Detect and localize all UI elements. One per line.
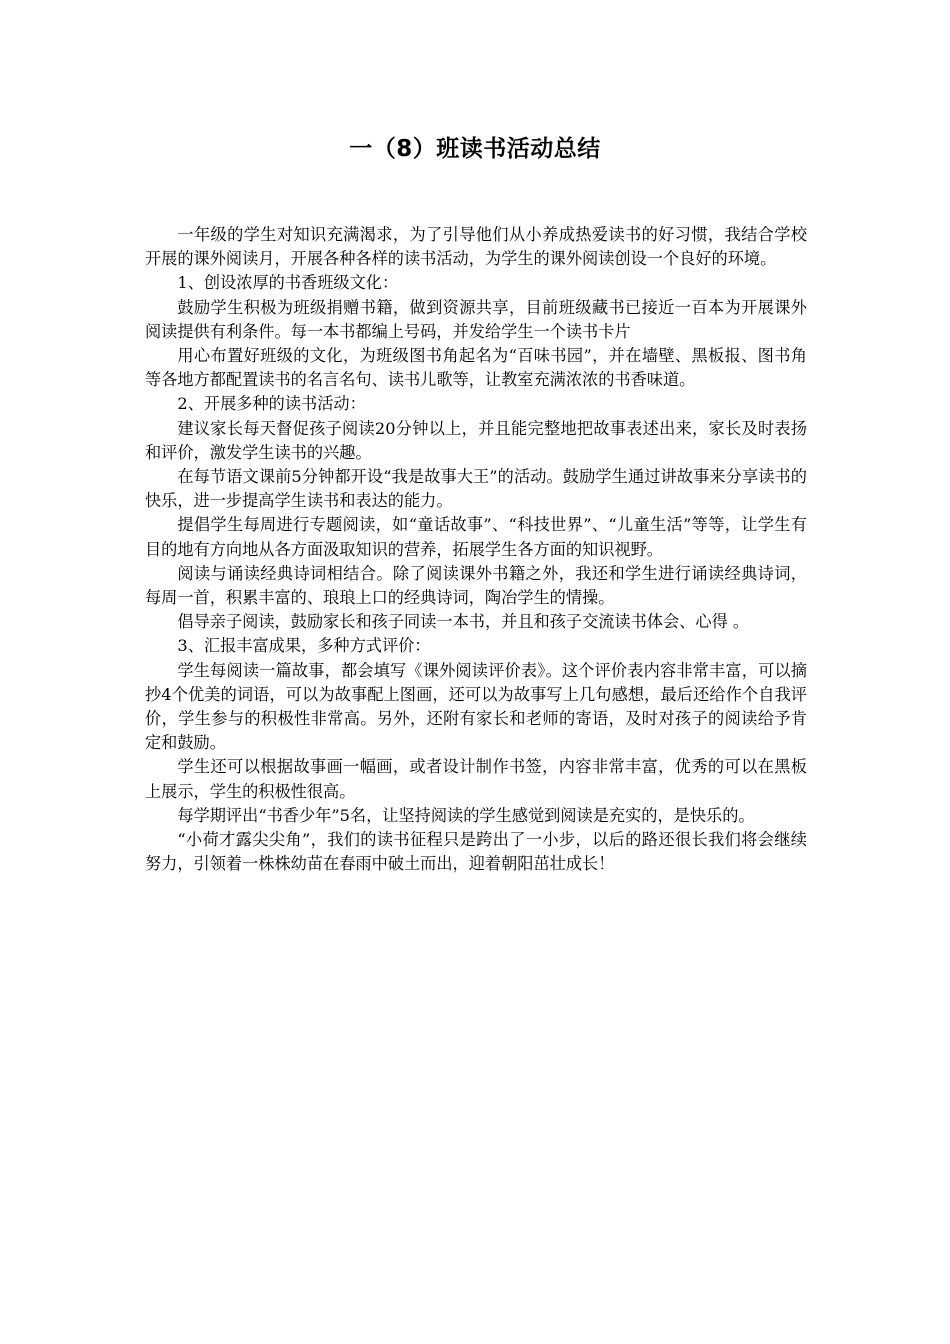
paragraph-classic-poetry: 阅读与诵读经典诗词相结合。除了阅读课外书籍之外，我还和学生进行诵读经典诗词，每周一首，积累丰富的、琅琅上口的经典诗词，陶冶学生的情操。 (145, 563, 807, 608)
document-body (145, 223, 807, 876)
section-heading-2: 2、开展多种的读书活动： (177, 394, 366, 414)
paragraph-class-culture: 用心布置好班级的文化，为班级图书角起名为“百味书园”，并在墙壁、黑板报、图书角等各地方都配置读书的名言名句、读书儿歌等，让教室充满浓浓的书香味道。 (145, 346, 807, 390)
paragraph-reading-stars: 每学期评出“书香少年”5名，让坚持阅读的学生感觉到阅读是充实的，是快乐的。 (177, 805, 755, 825)
paragraph-book-donation: 鼓励学生积极为班级捐赠书籍，做到资源共享，目前班级藏书已接近一百本为开展课外阅读提供有利条件。每一本书都编上号码，并发给学生一个读书卡片 (145, 297, 807, 341)
paragraph-parent-supervision: 建议家长每天督促孩子阅读20分钟以上，并且能完整地把故事表述出来，家长及时表扬和评价，激发学生读书的兴趣。 (145, 418, 807, 462)
paragraph-intro: 一年级的学生对知识充满渴求，为了引导他们从小养成热爱读书的好习惯，我结合学校开展的课外阅读月，开展各种各样的读书活动，为学生的课外阅读创设一个良好的环境。 (145, 225, 807, 269)
paragraph-evaluation-form: 学生每阅读一篇故事，都会填写《课外阅读评价表》。这个评价表内容非常丰富，可以摘抄4个优美的词语，可以为故事配上图画，还可以为故事写上几句感想，最后还给作个自我评价，学生参与的积极性非常高。另外，还附有家长和老师的寄语，及时对孩子的阅读给予肯定和鼓励。 (145, 660, 807, 753)
section-heading-3: 3、汇报丰富成果，多种方式评价： (177, 636, 431, 656)
paragraph-parent-child-reading: 倡导亲子阅读，鼓励家长和孩子同读一本书，并且和孩子交流读书体会、心得 。 (177, 612, 750, 632)
paragraph-topic-reading: 提倡学生每周进行专题阅读，如“童话故事”、“科技世界”、“儿童生活”等等，让学生有目的地有方向地从各方面汲取知识的营养，拓展学生各方面的知识视野。 (145, 515, 807, 559)
paragraph-drawings-bookmarks: 学生还可以根据故事画一幅画，或者设计制作书签，内容非常丰富，优秀的可以在黑板上展示，学生的积极性很高。 (145, 757, 807, 801)
paragraph-story-king: 在每节语文课前5分钟都开设“我是故事大王”的活动。鼓励学生通过讲故事来分享读书的快乐，进一步提高学生读书和表达的能力。 (145, 467, 807, 511)
paragraph-conclusion: “小荷才露尖尖角”，我们的读书征程只是跨出了一小步，以后的路还很长我们将会继续努力，引领着一株株幼苗在春雨中破土而出，迎着朝阳茁壮成长！ (145, 830, 807, 874)
document-title: 一（8）班读书活动总结 (349, 136, 601, 162)
section-heading-1: 1、创设浓厚的书香班级文化： (177, 273, 399, 293)
